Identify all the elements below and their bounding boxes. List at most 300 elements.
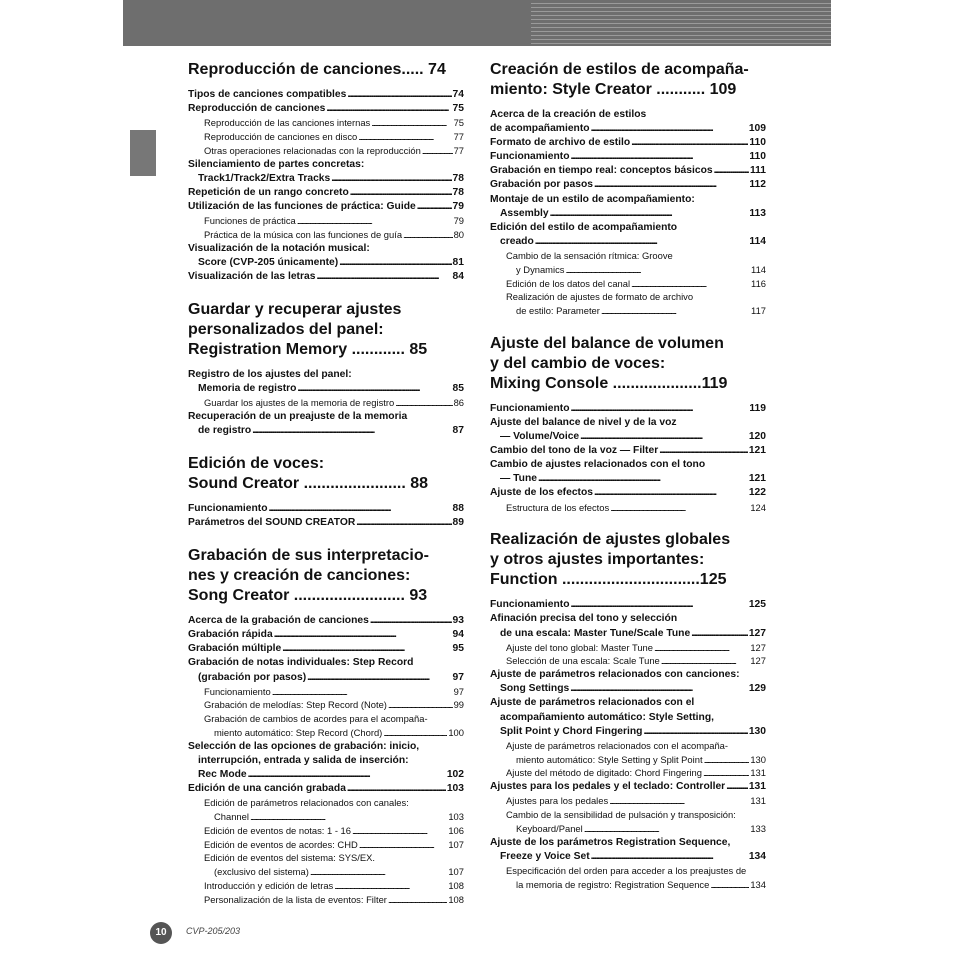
leader-dots bbox=[571, 150, 749, 164]
entry-text: Ajustes para los pedales y el teclado: Controller bbox=[490, 781, 726, 793]
toc-subentry[interactable] bbox=[490, 277, 766, 291]
leader-dots bbox=[326, 102, 451, 116]
toc-section bbox=[188, 454, 464, 530]
toc-entry[interactable] bbox=[188, 382, 464, 396]
entry-text: acompañamiento automático: Style Setting, bbox=[500, 711, 714, 723]
entry-text: Práctica de la música con las funciones de guía bbox=[204, 228, 403, 240]
toc-entry[interactable] bbox=[188, 628, 464, 642]
leader-dots bbox=[571, 598, 748, 612]
toc-entry[interactable] bbox=[188, 368, 464, 382]
entry-text: interrupción, entrada y salida de inserción: bbox=[198, 754, 409, 766]
leader-dots bbox=[710, 878, 749, 892]
section-title-line: Reproducción de canciones..... 74 bbox=[188, 61, 446, 78]
leader-dots bbox=[272, 685, 453, 699]
toc-entry[interactable] bbox=[490, 122, 766, 136]
toc-entry[interactable] bbox=[188, 270, 464, 284]
entry-page: 124 bbox=[750, 501, 766, 513]
leader-dots bbox=[307, 671, 451, 685]
entry-text: Ajuste del balance de nivel y de la voz bbox=[490, 417, 677, 429]
section-title-line: Registration Memory ............ 85 bbox=[188, 340, 428, 358]
leader-dots bbox=[250, 810, 447, 824]
toc-subentry[interactable] bbox=[188, 698, 464, 712]
entry-text: Rec Mode bbox=[198, 769, 247, 781]
entry-text: Memoria de registro bbox=[198, 382, 297, 394]
toc-subentry[interactable] bbox=[188, 116, 464, 130]
leader-dots bbox=[282, 642, 451, 656]
toc-subentry[interactable] bbox=[490, 794, 766, 808]
entry-page: 125 bbox=[748, 599, 766, 611]
entry-text: Cambio de la sensación rítmica: Groove bbox=[506, 249, 673, 261]
entry-text: Cambio del tono de la voz — Filter bbox=[490, 445, 659, 457]
entry-page: 106 bbox=[448, 824, 464, 836]
entry-page: 97 bbox=[452, 671, 464, 683]
toc-subentry[interactable] bbox=[188, 228, 464, 242]
toc-subentry[interactable] bbox=[490, 878, 766, 892]
leader-dots bbox=[580, 430, 748, 444]
entry-text: Afinación precisa del tono y selección bbox=[490, 613, 678, 625]
section-title-line: Song Creator ......................... 93 bbox=[188, 587, 428, 605]
entry-text: Funcionamiento bbox=[490, 402, 570, 414]
toc-subentry[interactable] bbox=[490, 290, 766, 304]
header-stripes bbox=[531, 0, 831, 46]
section-title-line: Grabación de sus interpretacio- bbox=[188, 547, 429, 565]
entry-page: 89 bbox=[452, 517, 464, 529]
toc-subentry[interactable] bbox=[188, 851, 464, 865]
entry-page: 121 bbox=[748, 473, 766, 485]
toc-subentry[interactable] bbox=[188, 824, 464, 838]
toc-subentry[interactable] bbox=[188, 214, 464, 228]
leader-dots bbox=[310, 865, 448, 879]
leader-dots bbox=[297, 382, 451, 396]
leader-dots bbox=[565, 263, 750, 277]
toc-section bbox=[490, 530, 766, 891]
entry-text: Otras operaciones relacionadas con la reproducción bbox=[204, 144, 421, 156]
entry-text: Ajuste del tono global: Master Tune bbox=[506, 641, 653, 653]
entry-page: 119 bbox=[749, 402, 766, 414]
toc-subentry[interactable] bbox=[490, 808, 766, 822]
section-title-line: Function ...............................125 bbox=[490, 571, 727, 589]
toc-entry[interactable] bbox=[188, 656, 464, 670]
toc-entry[interactable] bbox=[490, 780, 766, 794]
leader-dots bbox=[334, 879, 447, 893]
entry-page: 114 bbox=[751, 263, 766, 275]
entry-text: Freeze y Voice Set bbox=[500, 850, 590, 862]
entry-text: Edición de eventos de acordes: CHD bbox=[204, 838, 358, 850]
entry-page: 134 bbox=[750, 878, 766, 890]
entry-page: 75 bbox=[453, 117, 464, 129]
toc-column-left bbox=[188, 60, 464, 923]
entry-text: Estructura de los efectos bbox=[506, 501, 610, 513]
toc-entry[interactable] bbox=[188, 782, 464, 796]
toc-subentry[interactable] bbox=[188, 838, 464, 852]
toc-entry[interactable] bbox=[490, 178, 766, 192]
toc-entry[interactable] bbox=[490, 836, 766, 850]
chapter-tab bbox=[130, 130, 156, 176]
toc-entry[interactable] bbox=[490, 627, 766, 641]
leader-dots bbox=[350, 186, 452, 200]
toc-entry[interactable] bbox=[188, 242, 464, 256]
section-title-line: Edición de voces: bbox=[188, 455, 325, 472]
entry-page: 108 bbox=[448, 880, 464, 891]
toc-subentry[interactable] bbox=[188, 144, 464, 158]
toc-subentry[interactable] bbox=[188, 130, 464, 144]
leader-dots bbox=[659, 444, 748, 458]
toc-entry[interactable] bbox=[490, 682, 766, 696]
entry-text: (exclusivo del sistema) bbox=[214, 866, 309, 878]
entry-text: Score (CVP-205 únicamente) bbox=[198, 256, 339, 268]
entry-page: 134 bbox=[748, 850, 766, 862]
toc-entry[interactable] bbox=[188, 186, 464, 200]
entry-text: Ajustes para los pedales bbox=[506, 795, 609, 807]
entry-text: Cambio de la sensibilidad de pulsación y transposición: bbox=[506, 809, 736, 820]
toc-entry[interactable] bbox=[490, 430, 766, 444]
entry-page: 110 bbox=[749, 137, 766, 149]
entry-page: 107 bbox=[448, 866, 464, 878]
entry-text: Grabación de melodías: Step Record (Note) bbox=[204, 699, 387, 711]
entry-text: Grabación múltiple bbox=[188, 643, 282, 655]
toc-section bbox=[188, 60, 464, 284]
toc-subentry[interactable] bbox=[490, 641, 766, 655]
leader-dots bbox=[594, 178, 748, 192]
toc-entry[interactable] bbox=[490, 486, 766, 500]
leader-dots bbox=[691, 627, 748, 641]
toc-subentry[interactable] bbox=[188, 685, 464, 699]
entry-text: Selección de las opciones de grabación: inicio, bbox=[188, 740, 420, 752]
leader-dots bbox=[714, 164, 749, 178]
toc-entry[interactable] bbox=[490, 725, 766, 739]
toc-entry[interactable] bbox=[490, 150, 766, 164]
entry-page: 77 bbox=[453, 144, 464, 156]
section-title-line: personalizados del panel: bbox=[188, 320, 384, 338]
entry-page: 103 bbox=[446, 783, 464, 795]
section-title-line: Creación de estilos de acompaña- bbox=[490, 61, 749, 78]
toc-section bbox=[188, 546, 464, 906]
entry-page: 79 bbox=[452, 200, 464, 212]
toc-entry[interactable] bbox=[490, 193, 766, 207]
toc-entry[interactable] bbox=[490, 668, 766, 682]
entry-page: 75 bbox=[452, 103, 464, 115]
entry-text: Split Point y Chord Fingering bbox=[500, 725, 643, 737]
leader-dots bbox=[704, 753, 750, 767]
leader-dots bbox=[383, 726, 447, 740]
entry-text: Acerca de la grabación de canciones bbox=[188, 615, 369, 627]
toc-subentry[interactable] bbox=[490, 822, 766, 836]
entry-page: 103 bbox=[448, 811, 464, 823]
entry-text: — Volume/Voice bbox=[500, 431, 580, 443]
entry-page: 80 bbox=[453, 228, 464, 240]
entry-text: de una escala: Master Tune/Scale Tune bbox=[500, 627, 691, 639]
entry-text: Funcionamiento bbox=[204, 685, 271, 697]
leader-dots bbox=[609, 794, 749, 808]
section-title-line: y del cambio de voces: bbox=[490, 354, 666, 372]
entry-text: Edición de eventos del sistema: SYS/EX. bbox=[204, 852, 375, 864]
entry-page: 129 bbox=[748, 683, 766, 695]
toc-entry[interactable] bbox=[188, 200, 464, 214]
entry-text: Edición de eventos de notas: 1 - 16 bbox=[204, 824, 351, 836]
entry-text: Grabación por pasos bbox=[490, 179, 593, 191]
entry-text: Edición de parámetros relacionados con canales: bbox=[204, 797, 409, 809]
entry-text: Reproducción de canciones en disco bbox=[204, 130, 358, 142]
toc-entry[interactable] bbox=[188, 614, 464, 628]
toc-entry[interactable] bbox=[490, 136, 766, 150]
entry-text: Registro de los ajustes del panel: bbox=[188, 368, 352, 380]
entry-text: Ajuste de los efectos bbox=[490, 487, 593, 499]
toc-entry[interactable] bbox=[490, 221, 766, 235]
leader-dots bbox=[535, 235, 749, 249]
toc-entry[interactable] bbox=[188, 740, 464, 754]
entry-page: 122 bbox=[748, 487, 766, 499]
entry-text: Reproducción de canciones bbox=[188, 103, 326, 115]
leader-dots bbox=[594, 486, 748, 500]
leader-dots bbox=[550, 207, 749, 221]
entry-page: 87 bbox=[452, 424, 464, 436]
leader-dots bbox=[274, 628, 452, 642]
toc-entry[interactable] bbox=[490, 598, 766, 612]
entry-text: Formato de archivo de estilo bbox=[490, 137, 631, 149]
toc-subentry[interactable] bbox=[188, 396, 464, 410]
toc-entry[interactable] bbox=[188, 172, 464, 186]
section-title bbox=[188, 60, 464, 80]
section-title-line: Realización de ajustes globales bbox=[490, 531, 731, 549]
leader-dots bbox=[395, 396, 452, 410]
entry-text: Grabación rápida bbox=[188, 629, 273, 641]
toc-subentry[interactable] bbox=[490, 249, 766, 263]
model-name: CVP-205/203 bbox=[186, 926, 241, 936]
leader-dots bbox=[538, 472, 748, 486]
toc-entry[interactable] bbox=[490, 402, 766, 416]
entry-text: Repetición de un rango concreto bbox=[188, 186, 349, 198]
leader-dots bbox=[403, 228, 453, 242]
entry-text: Grabación en tiempo real: conceptos básicos bbox=[490, 165, 713, 177]
leader-dots bbox=[356, 516, 451, 530]
entry-page: 88 bbox=[452, 503, 464, 514]
entry-text: Ajuste de parámetros relacionados con el bbox=[490, 697, 695, 709]
toc-subentry[interactable] bbox=[490, 304, 766, 318]
section-title-line: miento: Style Creator ........... 109 bbox=[490, 81, 737, 98]
toc-column-right bbox=[490, 60, 766, 907]
page-number: 10 bbox=[150, 922, 172, 944]
leader-dots bbox=[417, 200, 452, 214]
section-title bbox=[490, 334, 766, 394]
entry-text: Ajuste de los parámetros Registration Sequence, bbox=[490, 836, 731, 848]
toc-entry[interactable] bbox=[188, 424, 464, 438]
entry-page: 127 bbox=[748, 627, 766, 639]
entry-text: Funcionamiento bbox=[188, 503, 268, 514]
entry-text: Ajuste del método de digitado: Chord Fingering bbox=[506, 767, 702, 779]
toc-subentry[interactable] bbox=[490, 263, 766, 277]
entry-text: Especificación del orden para acceder a los preajustes de bbox=[506, 864, 747, 876]
entry-text: Tipos de canciones compatibles bbox=[188, 89, 347, 100]
toc-subentry[interactable] bbox=[490, 739, 766, 753]
entry-page: 114 bbox=[749, 235, 766, 247]
entry-text: Funcionamiento bbox=[490, 599, 570, 611]
leader-dots bbox=[388, 893, 447, 907]
toc-entry[interactable] bbox=[490, 850, 766, 864]
toc-entry[interactable] bbox=[490, 164, 766, 178]
entry-text: Assembly bbox=[500, 207, 549, 219]
header-bar bbox=[123, 0, 831, 46]
entry-page: 78 bbox=[452, 172, 464, 184]
entry-page: 110 bbox=[749, 151, 766, 163]
section-title bbox=[490, 60, 766, 100]
section-title-line: Sound Creator ....................... 88 bbox=[188, 475, 429, 492]
leader-dots bbox=[331, 172, 451, 186]
entry-page: 131 bbox=[748, 781, 766, 793]
leader-dots bbox=[352, 824, 447, 838]
entry-page: 117 bbox=[751, 305, 766, 317]
toc-section bbox=[490, 60, 766, 318]
entry-page: 131 bbox=[750, 795, 766, 807]
entry-text: (grabación por pasos) bbox=[198, 671, 307, 683]
toc-entry[interactable] bbox=[188, 642, 464, 656]
entry-page: 127 bbox=[750, 655, 766, 667]
entry-page: 102 bbox=[446, 769, 464, 781]
entry-text: Grabación de notas individuales: Step Record bbox=[188, 657, 414, 669]
entry-text: Ajuste de parámetros relacionados con el acompaña- bbox=[506, 739, 729, 751]
entry-page: 133 bbox=[750, 822, 766, 834]
leader-dots bbox=[591, 850, 748, 864]
section-title-line: Mixing Console ....................119 bbox=[490, 374, 728, 392]
leader-dots bbox=[347, 88, 451, 102]
entry-text: Montaje de un estilo de acompañamiento: bbox=[490, 193, 695, 205]
entry-text: Acerca de la creación de estilos bbox=[490, 109, 647, 120]
entry-page: 107 bbox=[448, 838, 464, 850]
toc-entry[interactable] bbox=[490, 235, 766, 249]
toc-subentry[interactable] bbox=[490, 766, 766, 780]
leader-dots bbox=[601, 304, 750, 318]
entry-page: 131 bbox=[750, 767, 766, 779]
entry-page: 79 bbox=[453, 214, 464, 226]
entry-page: 86 bbox=[453, 397, 464, 409]
section-title-line: y otros ajustes importantes: bbox=[490, 551, 705, 569]
section-title-line: nes y creación de canciones: bbox=[188, 567, 411, 585]
entry-text: de estilo: Parameter bbox=[516, 305, 600, 317]
entry-text: y Dynamics bbox=[516, 263, 565, 275]
toc-subentry[interactable] bbox=[188, 865, 464, 879]
leader-dots bbox=[371, 116, 452, 130]
entry-page: 97 bbox=[453, 685, 464, 697]
entry-page: 81 bbox=[452, 256, 464, 268]
toc-entry[interactable] bbox=[188, 671, 464, 685]
entry-text: Song Settings bbox=[500, 683, 570, 695]
leader-dots bbox=[571, 402, 749, 416]
entry-text: Guardar los ajustes de la memoria de registro bbox=[204, 397, 395, 409]
leader-dots bbox=[339, 256, 451, 270]
entry-text: Cambio de ajustes relacionados con el tono bbox=[490, 459, 706, 471]
entry-page: 77 bbox=[453, 130, 464, 142]
entry-text: Personalización de la lista de eventos: Filter bbox=[204, 893, 387, 905]
toc-subentry[interactable] bbox=[490, 501, 766, 515]
leader-dots bbox=[610, 501, 749, 515]
entry-text: Recuperación de un preajuste de la memoria bbox=[188, 410, 408, 422]
entry-text: Channel bbox=[214, 811, 249, 823]
entry-page: 112 bbox=[749, 179, 766, 191]
toc-entry[interactable] bbox=[188, 102, 464, 116]
toc-entry[interactable] bbox=[490, 472, 766, 486]
leader-dots bbox=[358, 130, 452, 144]
leader-dots bbox=[359, 838, 448, 852]
toc-subentry[interactable] bbox=[188, 712, 464, 726]
toc-entry[interactable] bbox=[490, 444, 766, 458]
toc-entry[interactable] bbox=[490, 458, 766, 472]
toc-entry[interactable] bbox=[490, 108, 766, 122]
entry-page: 111 bbox=[749, 165, 766, 177]
leader-dots bbox=[591, 122, 748, 136]
toc-entry[interactable] bbox=[490, 711, 766, 725]
entry-text: Edición de los datos del canal bbox=[506, 277, 631, 289]
toc-entry[interactable] bbox=[490, 612, 766, 626]
leader-dots bbox=[643, 725, 747, 739]
entry-text: Track1/Track2/Extra Tracks bbox=[198, 172, 331, 184]
toc-entry[interactable] bbox=[188, 158, 464, 172]
entry-page: 94 bbox=[452, 629, 464, 641]
toc-subentry[interactable] bbox=[188, 796, 464, 810]
toc-entry[interactable] bbox=[188, 754, 464, 768]
leader-dots bbox=[388, 698, 453, 712]
leader-dots bbox=[316, 270, 451, 284]
leader-dots bbox=[297, 214, 453, 228]
leader-dots bbox=[631, 136, 748, 150]
entry-page: 127 bbox=[750, 641, 766, 653]
toc-entry[interactable] bbox=[490, 207, 766, 221]
toc-entry[interactable] bbox=[490, 416, 766, 430]
toc-section bbox=[188, 300, 464, 438]
toc-subentry[interactable] bbox=[490, 654, 766, 668]
entry-page: 109 bbox=[748, 123, 766, 135]
leader-dots bbox=[726, 780, 748, 794]
entry-text: Grabación de cambios de acordes para el acompaña- bbox=[204, 713, 428, 725]
entry-page: 95 bbox=[452, 643, 464, 655]
entry-page: 84 bbox=[452, 270, 464, 282]
leader-dots bbox=[631, 277, 750, 291]
toc-section bbox=[490, 334, 766, 514]
entry-page: 100 bbox=[448, 727, 464, 739]
entry-text: Visualización de las letras bbox=[188, 270, 316, 282]
entry-text: Selección de una escala: Scale Tune bbox=[506, 655, 660, 667]
toc-entry[interactable] bbox=[490, 696, 766, 710]
entry-text: Silenciamiento de partes concretas: bbox=[188, 158, 365, 170]
leader-dots bbox=[252, 424, 451, 438]
toc-subentry[interactable] bbox=[188, 726, 464, 740]
toc-entry[interactable] bbox=[188, 410, 464, 424]
toc-entry[interactable] bbox=[188, 256, 464, 270]
entry-text: Keyboard/Panel bbox=[516, 822, 583, 834]
section-title bbox=[188, 300, 464, 360]
toc-subentry[interactable] bbox=[188, 879, 464, 893]
entry-text: Funciones de práctica bbox=[204, 214, 296, 226]
toc-entry[interactable] bbox=[188, 88, 464, 102]
leader-dots bbox=[584, 822, 750, 836]
entry-page: 113 bbox=[749, 207, 766, 219]
toc-subentry[interactable] bbox=[188, 810, 464, 824]
toc-subentry[interactable] bbox=[490, 864, 766, 878]
section-title bbox=[188, 546, 464, 606]
entry-text: Edición de una canción grabada bbox=[188, 783, 346, 795]
toc-entry[interactable] bbox=[188, 768, 464, 782]
toc-subentry[interactable] bbox=[188, 893, 464, 907]
toc-entry[interactable] bbox=[188, 516, 464, 530]
entry-page: 108 bbox=[448, 893, 464, 905]
section-title bbox=[188, 454, 464, 494]
toc-entry[interactable] bbox=[188, 502, 464, 516]
toc-subentry[interactable] bbox=[490, 753, 766, 767]
entry-text: Ajuste de parámetros relacionados con canciones: bbox=[490, 669, 740, 681]
entry-page: 74 bbox=[452, 89, 464, 100]
leader-dots bbox=[654, 641, 749, 655]
entry-text: de registro bbox=[198, 424, 252, 436]
entry-page: 116 bbox=[751, 277, 766, 289]
entry-text: Realización de ajustes de formato de archivo bbox=[506, 291, 694, 303]
